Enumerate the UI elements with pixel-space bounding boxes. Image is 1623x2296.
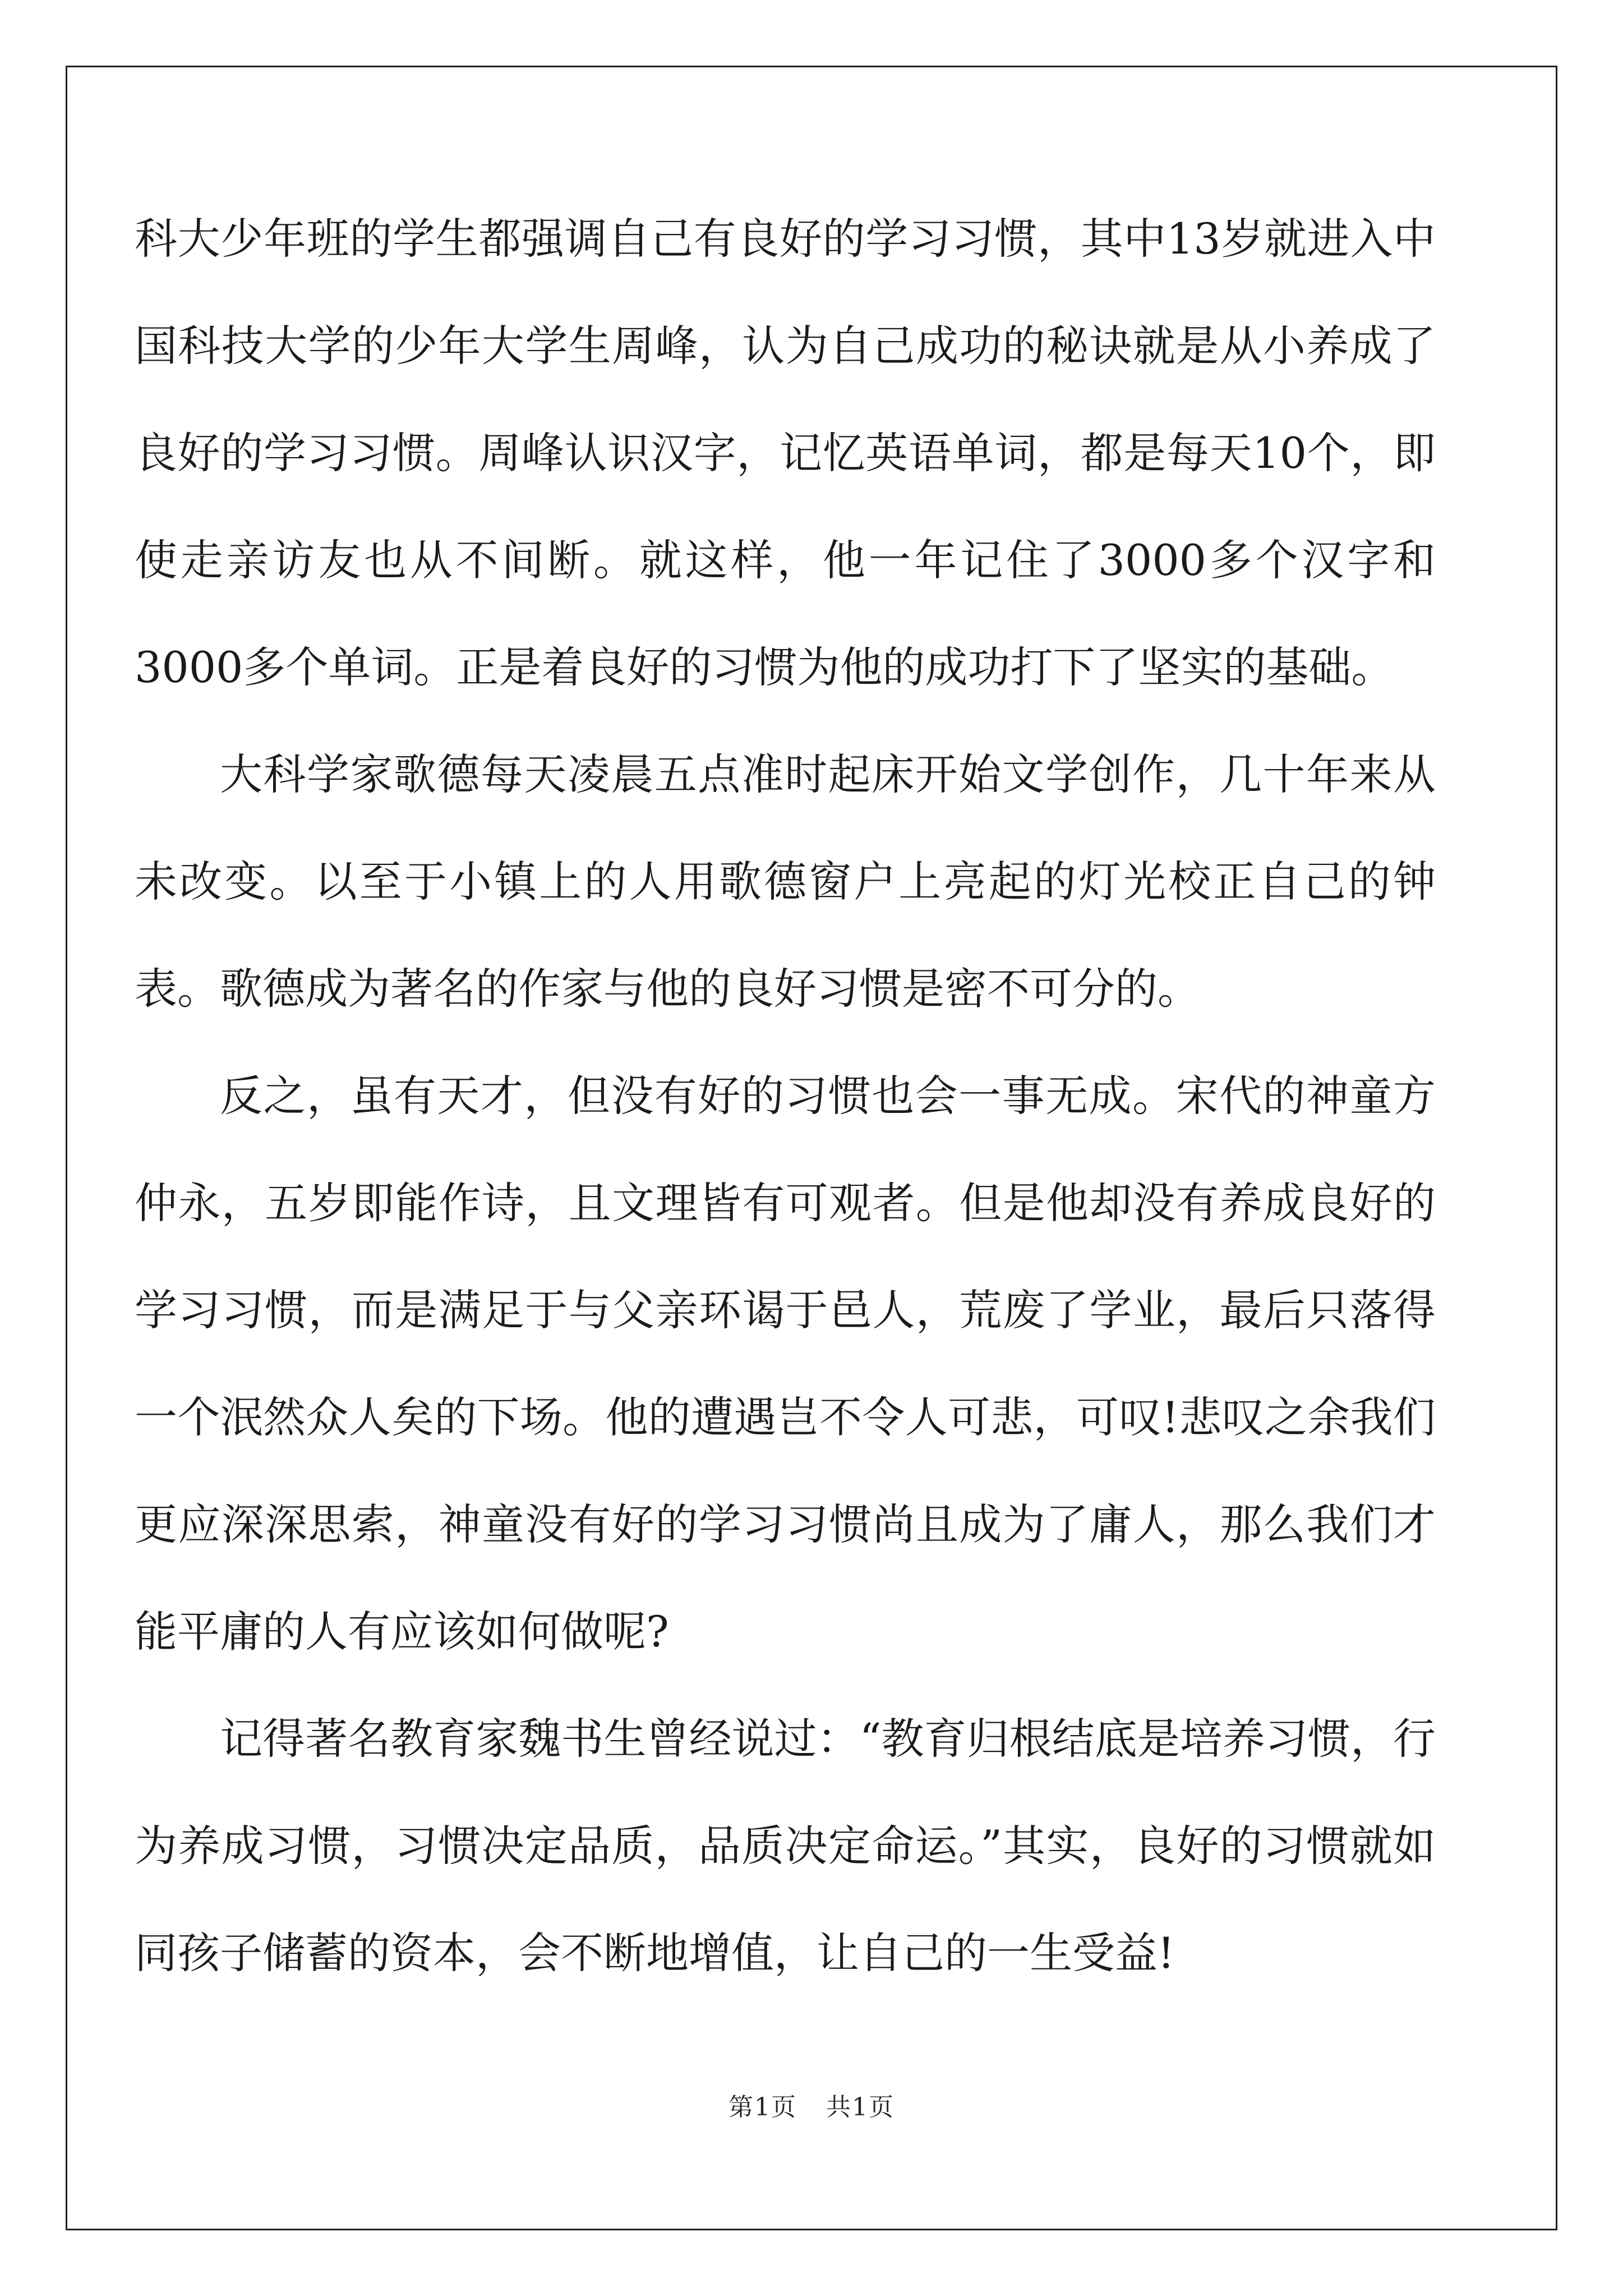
document-body — [135, 185, 1436, 2007]
paragraph: 科大少年班的学生都强调自己有良好的学习习惯，其中13岁就进入中国科技大学的少年大学生周峰，认为自己成功的秘诀就是从小养成了良好的学习习惯。周峰认识汉字，记忆英语单词，都是每天10个，即使走亲访友也从不间断。就这样，他一年记住了3000多个汉字和3000多个单词。正是着良好的习惯为他的成功打下了坚实的基础。 — [135, 214, 1436, 692]
page-total: 共1页 — [826, 2093, 895, 2122]
page-number: 第1页 — [728, 2093, 797, 2122]
paragraph: 大科学家歌德每天凌晨五点准时起床开始文学创作，几十年来从未改变。以至于小镇上的人用歌德窗户上亮起的灯光校正自己的钟表。歌德成为著名的作家与他的良好习惯是密不可分的。 — [135, 749, 1436, 1014]
paragraph: 反之，虽有天才，但没有好的习惯也会一事无成。宋代的神童方仲永，五岁即能作诗，且文理皆有可观者。但是他却没有养成良好的学习习惯，而是满足于与父亲环谒于邑人，荒废了学业，最后只落得一个泯然众人矣的下场。他的遭遇岂不令人可悲，可叹!悲叹之余我们更应深深思索，神童没有好的学习习惯尚且成为了庸人，那么我们才能平庸的人有应该如何做呢? — [135, 1071, 1436, 1657]
page-footer — [0, 2087, 1623, 2123]
paragraph: 记得著名教育家魏书生曾经说过：“教育归根结底是培养习惯，行为养成习惯，习惯决定品质，品质决定命运。”其实，良好的习惯就如同孩子储蓄的资本，会不断地增值，让自己的一生受益! — [135, 1714, 1436, 1978]
